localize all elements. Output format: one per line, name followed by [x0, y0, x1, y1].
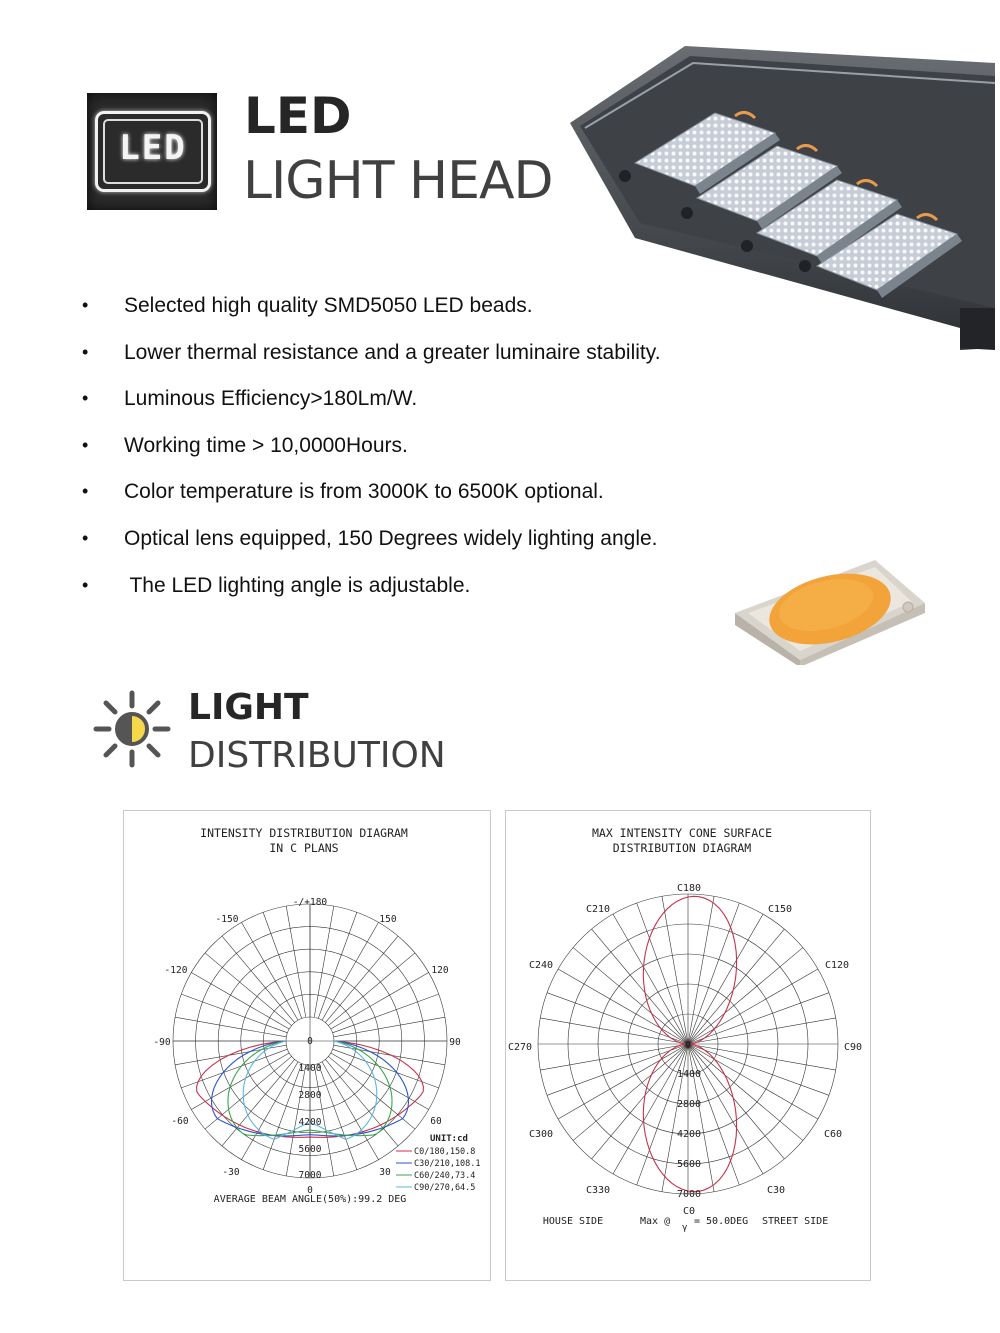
- angle-label-m120: -120: [164, 965, 188, 976]
- list-item: • The LED lighting angle is adjustable.: [82, 573, 471, 597]
- intensity-distribution-diagram: [123, 810, 491, 1281]
- list-item: • Lower thermal resistance and a greater luminaire stability.: [82, 340, 661, 364]
- grid-spoke: [333, 1049, 439, 1088]
- list-item: • Optical lens equipped, 150 Degrees widely lighting angle.: [82, 526, 658, 550]
- grid-spoke: [181, 1049, 287, 1088]
- beam-angle-note: AVERAGE BEAM ANGLE(50%):99.2 DEG: [213, 1194, 407, 1205]
- title-light-head: LIGHT HEAD: [243, 151, 553, 211]
- legend-c30: C30/210,108.1: [414, 1159, 481, 1169]
- grid-spoke: [318, 912, 357, 1018]
- ring-label: 1400: [298, 1063, 322, 1074]
- list-item: • Color temperature is from 3000K to 6500K optional.: [82, 480, 604, 504]
- feature-list: [80, 290, 760, 616]
- ring-label: 7000: [676, 1189, 702, 1200]
- plane-label-c150: C150: [767, 904, 793, 915]
- ring-label: 2800: [298, 1090, 322, 1101]
- sun-icon: [93, 689, 171, 769]
- cone-surface-diagram: [505, 810, 871, 1281]
- angle-label-m150: -150: [215, 914, 239, 925]
- led-badge-logo: [87, 93, 217, 210]
- max-value: = 50.0DEG: [694, 1216, 749, 1227]
- legend: [396, 1147, 481, 1193]
- title-led: LED: [244, 87, 352, 145]
- plane-label-c90: C90: [843, 1042, 863, 1053]
- angle-label-m90: -90: [153, 1037, 171, 1048]
- plane-label-c120: C120: [824, 960, 850, 971]
- ring-label: 4200: [298, 1117, 322, 1128]
- ring-label: 5600: [676, 1159, 702, 1170]
- legend-c0: C0/180,150.8: [414, 1147, 476, 1157]
- ring-label: 2800: [676, 1099, 702, 1110]
- grid-spoke: [263, 1064, 302, 1170]
- grid-spoke: [181, 994, 287, 1033]
- grid-spoke: [328, 1056, 415, 1129]
- plane-label-c0: C0: [682, 1206, 696, 1217]
- cone-polar-chart: [506, 811, 870, 1280]
- grid-spoke: [222, 936, 295, 1023]
- grid-spoke: [205, 953, 292, 1026]
- grid-spoke: [325, 936, 398, 1023]
- angle-label-180: -/+180: [292, 897, 328, 908]
- legend-c90: C90/270,64.5: [414, 1183, 476, 1193]
- list-item: • Selected high quality SMD5050 LED beads.: [82, 294, 533, 317]
- grid-spoke: [334, 1017, 445, 1037]
- angle-label-m30: -30: [222, 1167, 240, 1178]
- angle-label-90: 90: [449, 1037, 461, 1048]
- plane-label-c270: C270: [507, 1042, 533, 1053]
- grid-spoke: [286, 906, 306, 1017]
- ring-label: 4200: [676, 1129, 702, 1140]
- max-label: Max @: [640, 1216, 671, 1227]
- chart-title-line2: IN C PLANS: [269, 841, 339, 855]
- led-badge-text: LED: [119, 128, 187, 168]
- ring-label: 7000: [298, 1170, 322, 1181]
- angle-label-0: 0: [307, 1185, 313, 1196]
- plane-label-c60: C60: [823, 1129, 843, 1140]
- angle-label-120: 120: [431, 965, 449, 976]
- plane-label-c330: C330: [585, 1185, 611, 1196]
- plane-label-c180: C180: [676, 883, 702, 894]
- legend-c60: C60/240,73.4: [414, 1171, 476, 1181]
- gamma-symbol: γ: [682, 1223, 688, 1233]
- grid-spoke: [205, 1056, 292, 1129]
- angle-label-m60: -60: [171, 1116, 189, 1127]
- plane-label-c240: C240: [528, 960, 554, 971]
- list-item: • Luminous Efficiency>180Lm/W.: [82, 387, 418, 411]
- chart-title-line1: INTENSITY DISTRIBUTION DIAGRAM: [200, 826, 408, 840]
- plane-label-c300: C300: [528, 1129, 554, 1140]
- smd-led-chip-illustration: [730, 555, 930, 665]
- angle-label-150: 150: [379, 914, 397, 925]
- angle-label-30: 30: [379, 1167, 391, 1178]
- center-label: 0: [307, 1036, 313, 1047]
- list-item: • Working time > 10,0000Hours.: [82, 433, 408, 457]
- grid-spoke: [333, 994, 439, 1033]
- plane-label-c30: C30: [766, 1185, 786, 1196]
- grid-spoke: [263, 912, 302, 1018]
- chart-title-line1: MAX INTENSITY CONE SURFACE: [591, 826, 773, 840]
- grid-spoke: [318, 1064, 357, 1170]
- angle-label-60: 60: [430, 1116, 442, 1127]
- grid-spoke: [328, 953, 415, 1026]
- plane-label-c210: C210: [585, 904, 611, 915]
- street-side-label: STREET SIDE: [762, 1216, 829, 1227]
- unit-label: UNIT:cd: [430, 1134, 468, 1144]
- intensity-polar-chart: [124, 811, 490, 1280]
- title-distribution: DISTRIBUTION: [188, 735, 446, 776]
- ring-label: 5600: [298, 1144, 322, 1155]
- chart-title-line2: DISTRIBUTION DIAGRAM: [612, 841, 752, 855]
- grid-spoke: [175, 1017, 286, 1037]
- house-side-label: HOUSE SIDE: [542, 1216, 604, 1227]
- center-label: 0: [684, 1040, 692, 1051]
- ring-label: 1400: [676, 1069, 702, 1080]
- grid-spoke: [314, 906, 334, 1017]
- title-light: LIGHT: [188, 687, 309, 728]
